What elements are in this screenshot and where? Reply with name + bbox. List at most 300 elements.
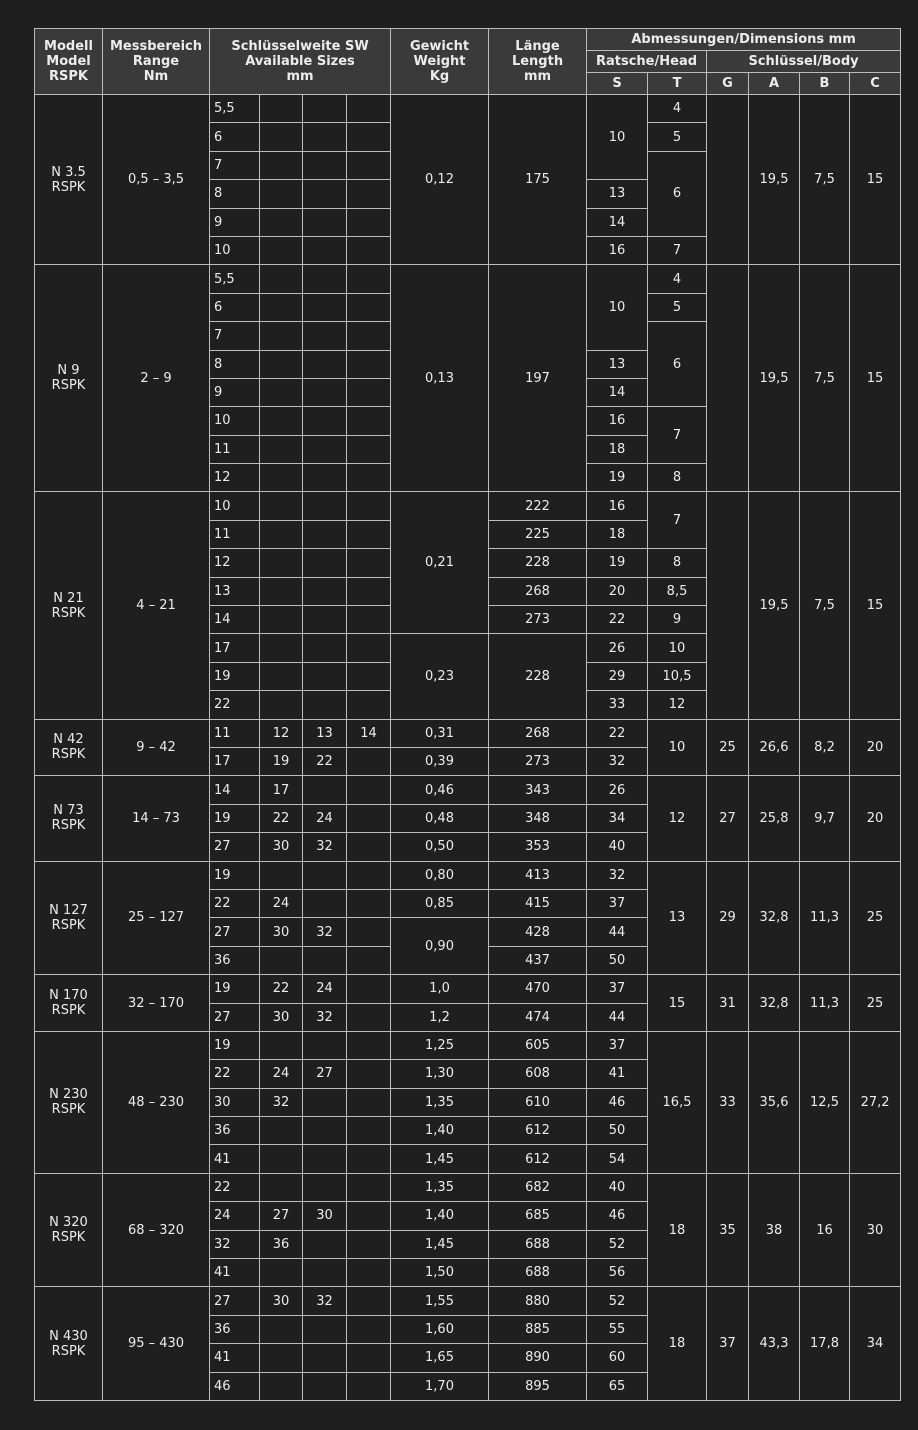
t-cell: 4 — [648, 95, 707, 123]
length-cell: 197 — [489, 265, 587, 492]
b-cell: 16 — [800, 1173, 850, 1287]
a-cell: 38 — [749, 1173, 800, 1287]
torque-wrench-spec-table — [34, 28, 901, 1401]
b-cell: 8,2 — [800, 719, 850, 776]
b-cell: 9,7 — [800, 776, 850, 861]
size-cell: 36 — [210, 1315, 260, 1343]
model-series: RSPK — [51, 1343, 86, 1359]
model-cell — [35, 1031, 103, 1173]
model-series: RSPK — [51, 1230, 86, 1246]
model-cell — [35, 719, 103, 776]
s-cell: 14 — [587, 378, 648, 406]
t-cell: 10,5 — [648, 662, 707, 690]
model-cell — [35, 1287, 103, 1401]
header-sizes: Schlüsselweite SW Available Sizes mm — [210, 29, 391, 95]
size-cell — [260, 180, 303, 208]
g-cell — [707, 492, 749, 719]
header-model: Modell Model RSPK — [35, 29, 103, 95]
size-cell — [347, 549, 391, 577]
size-cell: 8 — [210, 180, 260, 208]
header-head-group: Ratsche/Head — [587, 51, 707, 73]
size-cell — [347, 208, 391, 236]
length-cell: 688 — [489, 1230, 587, 1258]
size-cell: 22 — [260, 975, 303, 1003]
size-cell: 30 — [210, 1088, 260, 1116]
size-cell — [260, 1259, 303, 1287]
size-cell — [347, 606, 391, 634]
model-series: RSPK — [51, 818, 86, 834]
b-cell: 11,3 — [800, 861, 850, 975]
weight-cell: 1,35 — [391, 1088, 489, 1116]
size-cell — [347, 1145, 391, 1173]
length-cell: 413 — [489, 861, 587, 889]
size-cell: 12 — [210, 464, 260, 492]
s-cell: 37 — [587, 975, 648, 1003]
size-cell: 7 — [210, 322, 260, 350]
length-cell: 268 — [489, 719, 587, 747]
size-cell — [260, 1031, 303, 1059]
size-cell: 19 — [210, 861, 260, 889]
size-cell — [260, 151, 303, 179]
t-cell: 9 — [648, 606, 707, 634]
s-cell: 40 — [587, 833, 648, 861]
size-cell — [260, 1315, 303, 1343]
size-cell: 36 — [260, 1230, 303, 1258]
size-cell: 41 — [210, 1145, 260, 1173]
s-cell: 33 — [587, 691, 648, 719]
length-cell: 895 — [489, 1372, 587, 1400]
model-series: RSPK — [51, 917, 86, 933]
size-cell — [303, 492, 347, 520]
weight-cell: 0,48 — [391, 804, 489, 832]
weight-cell: 1,60 — [391, 1315, 489, 1343]
length-cell: 268 — [489, 577, 587, 605]
size-cell: 27 — [303, 1060, 347, 1088]
range-cell: 14 – 73 — [103, 776, 210, 861]
size-cell — [347, 1173, 391, 1201]
size-cell — [303, 293, 347, 321]
s-cell: 18 — [587, 435, 648, 463]
size-cell — [347, 833, 391, 861]
size-cell: 32 — [303, 1003, 347, 1031]
weight-cell: 0,50 — [391, 833, 489, 861]
header-body-group: Schlüssel/Body — [707, 51, 901, 73]
size-cell — [260, 1372, 303, 1400]
weight-cell: 0,13 — [391, 265, 489, 492]
g-cell — [707, 95, 749, 265]
size-cell — [260, 1173, 303, 1201]
g-cell — [707, 265, 749, 492]
size-cell — [260, 435, 303, 463]
header-col-g: G — [707, 73, 749, 95]
t-cell: 8,5 — [648, 577, 707, 605]
size-cell: 9 — [210, 378, 260, 406]
size-cell — [260, 492, 303, 520]
size-cell — [347, 634, 391, 662]
weight-cell: 1,40 — [391, 1202, 489, 1230]
size-cell: 27 — [210, 918, 260, 946]
size-cell — [347, 776, 391, 804]
s-cell: 44 — [587, 1003, 648, 1031]
c-cell: 20 — [850, 719, 901, 776]
t-cell: 5 — [648, 123, 707, 151]
table-row — [35, 719, 901, 747]
model-name: N 127 — [49, 902, 88, 918]
size-cell — [260, 946, 303, 974]
size-cell — [260, 236, 303, 264]
weight-cell: 1,55 — [391, 1287, 489, 1315]
size-cell — [347, 861, 391, 889]
size-cell: 9 — [210, 208, 260, 236]
size-cell: 17 — [260, 776, 303, 804]
model-cell — [35, 861, 103, 975]
header-range: Messbereich Range Nm — [103, 29, 210, 95]
a-cell: 35,6 — [749, 1031, 800, 1173]
c-cell: 27,2 — [850, 1031, 901, 1173]
s-cell: 18 — [587, 520, 648, 548]
model-name: N 230 — [49, 1087, 88, 1103]
s-cell: 37 — [587, 889, 648, 917]
size-cell — [260, 95, 303, 123]
size-cell: 32 — [260, 1088, 303, 1116]
size-cell: 6 — [210, 123, 260, 151]
size-cell — [347, 435, 391, 463]
s-cell: 50 — [587, 946, 648, 974]
size-cell — [260, 123, 303, 151]
size-cell: 22 — [260, 804, 303, 832]
t-cell: 7 — [648, 407, 707, 464]
length-cell: 885 — [489, 1315, 587, 1343]
t-cell: 8 — [648, 549, 707, 577]
size-cell — [347, 520, 391, 548]
size-cell — [303, 464, 347, 492]
t-cell: 7 — [648, 492, 707, 549]
t-cell: 5 — [648, 293, 707, 321]
length-cell: 880 — [489, 1287, 587, 1315]
s-cell: 19 — [587, 549, 648, 577]
size-cell — [347, 492, 391, 520]
size-cell — [303, 1230, 347, 1258]
s-cell: 56 — [587, 1259, 648, 1287]
size-cell: 36 — [210, 946, 260, 974]
c-cell: 20 — [850, 776, 901, 861]
size-cell — [347, 293, 391, 321]
size-cell — [303, 322, 347, 350]
weight-cell: 1,35 — [391, 1173, 489, 1201]
size-cell — [303, 889, 347, 917]
spec-table-body — [35, 95, 901, 1401]
s-cell: 19 — [587, 464, 648, 492]
size-cell — [347, 1287, 391, 1315]
s-cell: 29 — [587, 662, 648, 690]
size-cell — [303, 1344, 347, 1372]
size-cell — [303, 350, 347, 378]
size-cell: 30 — [260, 1003, 303, 1031]
t-cell: 6 — [648, 322, 707, 407]
size-cell — [260, 407, 303, 435]
size-cell — [260, 634, 303, 662]
s-cell: 26 — [587, 776, 648, 804]
size-cell: 22 — [210, 889, 260, 917]
model-cell — [35, 95, 103, 265]
size-cell: 32 — [303, 1287, 347, 1315]
length-cell: 682 — [489, 1173, 587, 1201]
size-cell — [303, 1315, 347, 1343]
model-series: RSPK — [51, 1102, 86, 1118]
size-cell — [303, 606, 347, 634]
t-cell: 15 — [648, 975, 707, 1032]
size-cell — [347, 889, 391, 917]
size-cell — [347, 1202, 391, 1230]
size-cell: 5,5 — [210, 265, 260, 293]
size-cell — [303, 549, 347, 577]
size-cell: 14 — [210, 776, 260, 804]
table-row — [35, 265, 901, 293]
t-cell: 12 — [648, 776, 707, 861]
size-cell: 32 — [210, 1230, 260, 1258]
size-cell — [260, 464, 303, 492]
s-cell: 16 — [587, 236, 648, 264]
size-cell: 7 — [210, 151, 260, 179]
c-cell: 15 — [850, 95, 901, 265]
table-row — [35, 1287, 901, 1315]
header-length: Länge Length mm — [489, 29, 587, 95]
a-cell: 32,8 — [749, 861, 800, 975]
size-cell — [347, 1344, 391, 1372]
s-cell: 55 — [587, 1315, 648, 1343]
range-cell: 2 – 9 — [103, 265, 210, 492]
weight-cell: 0,46 — [391, 776, 489, 804]
s-cell: 16 — [587, 407, 648, 435]
size-cell — [260, 662, 303, 690]
size-cell: 11 — [210, 719, 260, 747]
size-cell — [303, 151, 347, 179]
header-col-b: B — [800, 73, 850, 95]
size-cell: 11 — [210, 520, 260, 548]
model-name: N 3.5 — [51, 164, 86, 180]
g-cell: 31 — [707, 975, 749, 1032]
size-cell — [303, 577, 347, 605]
weight-cell: 0,80 — [391, 861, 489, 889]
weight-cell: 0,39 — [391, 747, 489, 775]
length-cell: 428 — [489, 918, 587, 946]
size-cell — [260, 1117, 303, 1145]
s-cell: 32 — [587, 747, 648, 775]
t-cell: 10 — [648, 634, 707, 662]
size-cell — [303, 180, 347, 208]
size-cell — [303, 435, 347, 463]
a-cell: 19,5 — [749, 492, 800, 719]
t-cell: 6 — [648, 151, 707, 236]
weight-cell: 1,0 — [391, 975, 489, 1003]
b-cell: 7,5 — [800, 95, 850, 265]
a-cell: 19,5 — [749, 265, 800, 492]
size-cell — [260, 520, 303, 548]
size-cell: 32 — [303, 918, 347, 946]
size-cell — [347, 1230, 391, 1258]
size-cell: 19 — [210, 975, 260, 1003]
model-series: RSPK — [51, 378, 86, 394]
size-cell: 22 — [210, 691, 260, 719]
size-cell — [260, 606, 303, 634]
model-name: N 73 — [53, 803, 84, 819]
size-cell — [260, 1344, 303, 1372]
s-cell: 16 — [587, 492, 648, 520]
size-cell: 6 — [210, 293, 260, 321]
model-name: N 170 — [49, 988, 88, 1003]
size-cell: 30 — [260, 918, 303, 946]
t-cell: 4 — [648, 265, 707, 293]
length-cell: 273 — [489, 606, 587, 634]
s-cell: 50 — [587, 1117, 648, 1145]
length-cell: 228 — [489, 549, 587, 577]
length-cell: 175 — [489, 95, 587, 265]
size-cell: 41 — [210, 1344, 260, 1372]
size-cell: 27 — [260, 1202, 303, 1230]
size-cell: 27 — [210, 1287, 260, 1315]
size-cell: 11 — [210, 435, 260, 463]
size-cell — [347, 1372, 391, 1400]
length-cell: 348 — [489, 804, 587, 832]
size-cell — [303, 236, 347, 264]
size-cell — [260, 577, 303, 605]
size-cell — [260, 293, 303, 321]
range-cell: 4 – 21 — [103, 492, 210, 719]
weight-cell: 1,70 — [391, 1372, 489, 1400]
size-cell: 19 — [260, 747, 303, 775]
size-cell — [260, 691, 303, 719]
b-cell: 12,5 — [800, 1031, 850, 1173]
size-cell — [347, 804, 391, 832]
size-cell: 19 — [210, 1031, 260, 1059]
model-cell — [35, 975, 103, 1032]
g-cell: 37 — [707, 1287, 749, 1401]
c-cell: 34 — [850, 1287, 901, 1401]
header-row-1 — [35, 29, 901, 51]
model-cell — [35, 776, 103, 861]
range-cell: 25 – 127 — [103, 861, 210, 975]
length-cell: 474 — [489, 1003, 587, 1031]
t-cell: 10 — [648, 719, 707, 776]
size-cell — [347, 946, 391, 974]
length-cell: 612 — [489, 1117, 587, 1145]
b-cell: 7,5 — [800, 492, 850, 719]
size-cell: 14 — [347, 719, 391, 747]
size-cell: 19 — [210, 662, 260, 690]
size-cell — [347, 1088, 391, 1116]
size-cell — [347, 577, 391, 605]
length-cell: 273 — [489, 747, 587, 775]
size-cell: 24 — [303, 804, 347, 832]
s-cell: 10 — [587, 95, 648, 180]
s-cell: 20 — [587, 577, 648, 605]
table-row — [35, 95, 901, 123]
g-cell: 29 — [707, 861, 749, 975]
a-cell: 43,3 — [749, 1287, 800, 1401]
s-cell: 32 — [587, 861, 648, 889]
size-cell — [303, 520, 347, 548]
c-cell: 25 — [850, 975, 901, 1032]
size-cell — [347, 1060, 391, 1088]
size-cell — [303, 634, 347, 662]
weight-cell: 1,65 — [391, 1344, 489, 1372]
c-cell: 25 — [850, 861, 901, 975]
size-cell: 41 — [210, 1259, 260, 1287]
size-cell: 17 — [210, 634, 260, 662]
size-cell — [303, 123, 347, 151]
length-cell: 343 — [489, 776, 587, 804]
size-cell: 30 — [303, 1202, 347, 1230]
size-cell — [347, 1259, 391, 1287]
length-cell: 612 — [489, 1145, 587, 1173]
model-cell — [35, 265, 103, 492]
size-cell: 27 — [210, 1003, 260, 1031]
header-col-c: C — [850, 73, 901, 95]
size-cell: 13 — [210, 577, 260, 605]
b-cell: 17,8 — [800, 1287, 850, 1401]
s-cell: 26 — [587, 634, 648, 662]
size-cell: 22 — [210, 1173, 260, 1201]
length-cell: 437 — [489, 946, 587, 974]
length-cell: 688 — [489, 1259, 587, 1287]
size-cell — [303, 378, 347, 406]
size-cell — [303, 1173, 347, 1201]
c-cell: 15 — [850, 492, 901, 719]
weight-cell: 0,85 — [391, 889, 489, 917]
size-cell: 30 — [260, 833, 303, 861]
c-cell: 15 — [850, 265, 901, 492]
header-col-s: S — [587, 73, 648, 95]
size-cell — [347, 1315, 391, 1343]
size-cell — [347, 322, 391, 350]
size-cell: 10 — [210, 407, 260, 435]
size-cell: 12 — [260, 719, 303, 747]
s-cell: 13 — [587, 180, 648, 208]
model-series: RSPK — [51, 179, 86, 195]
g-cell: 35 — [707, 1173, 749, 1287]
model-cell — [35, 1173, 103, 1287]
size-cell: 22 — [303, 747, 347, 775]
size-cell — [303, 265, 347, 293]
length-cell: 685 — [489, 1202, 587, 1230]
size-cell — [303, 1117, 347, 1145]
s-cell: 41 — [587, 1060, 648, 1088]
length-cell: 608 — [489, 1060, 587, 1088]
model-name: N 430 — [49, 1328, 88, 1344]
size-cell — [303, 1372, 347, 1400]
weight-cell: 1,30 — [391, 1060, 489, 1088]
weight-cell: 0,12 — [391, 95, 489, 265]
size-cell: 24 — [260, 1060, 303, 1088]
size-cell — [347, 975, 391, 1003]
size-cell — [303, 208, 347, 236]
weight-cell: 1,50 — [391, 1259, 489, 1287]
size-cell — [303, 946, 347, 974]
size-cell — [303, 662, 347, 690]
table-row — [35, 975, 901, 1003]
size-cell — [260, 378, 303, 406]
t-cell: 8 — [648, 464, 707, 492]
model-name: N 21 — [53, 590, 84, 606]
size-cell: 24 — [260, 889, 303, 917]
s-cell: 34 — [587, 804, 648, 832]
range-cell: 32 – 170 — [103, 975, 210, 1032]
size-cell — [347, 918, 391, 946]
size-cell: 10 — [210, 236, 260, 264]
weight-cell: 1,40 — [391, 1117, 489, 1145]
length-cell: 890 — [489, 1344, 587, 1372]
size-cell: 30 — [260, 1287, 303, 1315]
